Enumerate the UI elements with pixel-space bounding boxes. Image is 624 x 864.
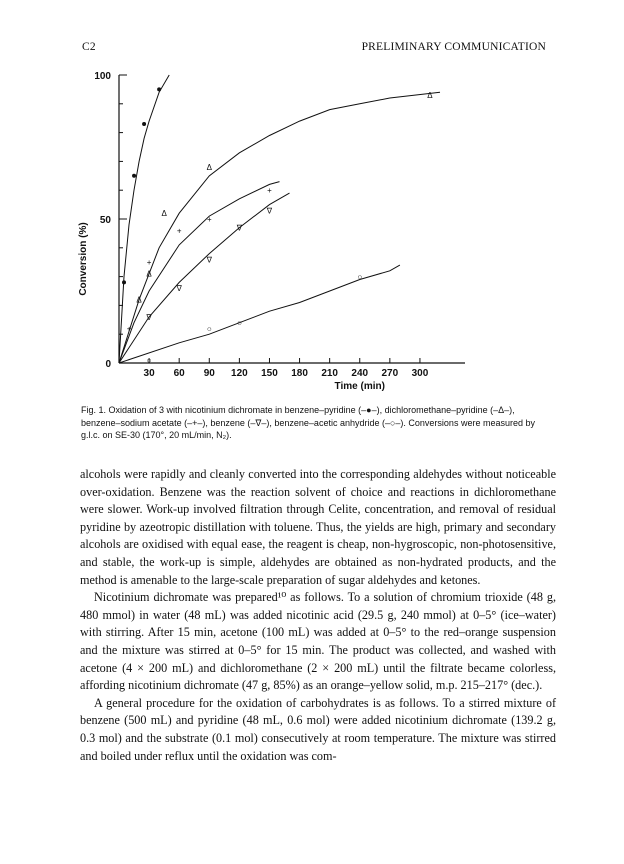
x-tick-label: 210 bbox=[321, 368, 338, 379]
data-point: ∇ bbox=[206, 255, 212, 265]
chart-curves bbox=[119, 75, 440, 366]
x-tick-label: 90 bbox=[203, 368, 215, 379]
x-tick-label: 150 bbox=[261, 368, 278, 379]
data-point: ○ bbox=[357, 272, 363, 282]
x-tick-label: 120 bbox=[231, 368, 248, 379]
data-point: ○ bbox=[236, 318, 242, 328]
data-point bbox=[142, 122, 146, 126]
data-point: + bbox=[126, 324, 132, 334]
data-point: + bbox=[146, 258, 152, 268]
data-point bbox=[132, 174, 136, 178]
x-tick-label: 270 bbox=[381, 368, 399, 379]
running-header-title: PRELIMINARY COMMUNICATION bbox=[361, 41, 546, 53]
y-tick-label: 100 bbox=[94, 71, 111, 82]
data-point: ∇ bbox=[266, 206, 273, 216]
data-point: Δ bbox=[161, 209, 167, 219]
data-point: ○ bbox=[206, 324, 212, 334]
data-point: ○ bbox=[146, 356, 152, 366]
series-curve-2 bbox=[119, 92, 440, 366]
series-curve-3 bbox=[119, 182, 280, 366]
figure-caption: Fig. 1. Oxidation of 3 with nicotinium dichromate in benzene–pyridine (–●–), dichloromethane–pyridine (–Δ–), benzene–sodium acetate (–+–), benzene (–∇–), benzene–acetic anhydride (–○–). Conversions were measured by g.l.c. on SE-30 (170°, 20 mL/min, N₂). bbox=[81, 405, 535, 441]
data-point: ∇ bbox=[146, 312, 152, 322]
body-text bbox=[80, 466, 556, 765]
data-point: Δ bbox=[427, 91, 433, 101]
data-point: ∇ bbox=[176, 284, 182, 294]
running-header-page-number: C2 bbox=[82, 41, 96, 53]
y-axis-label: Conversion (%) bbox=[78, 222, 89, 296]
x-tick-label: 30 bbox=[143, 368, 155, 379]
conversion-chart bbox=[60, 60, 560, 400]
data-point: Δ bbox=[146, 269, 152, 279]
series-curve-4 bbox=[119, 193, 290, 366]
x-tick-label: 180 bbox=[291, 368, 308, 379]
y-tick-label: 50 bbox=[99, 215, 111, 226]
paragraph-1: alcohols were rapidly and cleanly converted into the corresponding aldehydes without noticeable over-oxidation. Benzene was the reaction solvent of choice and reactions in dichloromethane were slower. Work-up involved filtration through Celite, concentration, and removal of residual pyridine by azeotropic distillation with toluene. Thus, the yields are high, primary and secondary alcohols are oxidised with equal ease, the reagent is cheap, non-hygroscopic, non-photosensitive, and stable, the work-up is simple, aldehydes are obtained as non-hydrated products, and the method is amenable to the large-scale preparation of sugar aldehydes and ketones. bbox=[80, 467, 556, 587]
x-tick-label: 240 bbox=[351, 368, 369, 379]
x-tick-label: 300 bbox=[411, 368, 429, 379]
data-point: + bbox=[267, 186, 272, 196]
data-point: Δ bbox=[136, 295, 142, 305]
x-tick-label: 60 bbox=[173, 368, 185, 379]
y-tick-label: 0 bbox=[105, 359, 111, 370]
chart-markers bbox=[122, 87, 433, 365]
data-point: + bbox=[206, 215, 212, 224]
data-point: Δ bbox=[206, 163, 212, 173]
data-point bbox=[122, 280, 126, 284]
data-point: ∇ bbox=[236, 223, 243, 233]
x-axis-label: Time (min) bbox=[334, 381, 385, 392]
paragraph-3: A general procedure for the oxidation of carbohydrates is as follows. To a stirred mixture of benzene (500 mL) and pyridine (48 mL, 0.6 mol) were added nicotinium dichromate (139.2 g, 0.3 mol) and the substrate (0.1 mol) consecutively at room temperature. The mixture was stirred and boiled under reflux until the oxidation was com- bbox=[80, 695, 556, 763]
data-point: + bbox=[176, 226, 182, 236]
chart-ticks bbox=[94, 71, 428, 379]
data-point bbox=[157, 87, 161, 91]
chart-axes bbox=[119, 75, 465, 366]
paragraph-2: Nicotinium dichromate was prepared¹⁰ as follows. To a solution of chromium trioxide (48 g, 480 mmol) in water (48 mL) was added nicotinic acid (29.5 g, 240 mmol) at 0–5° (ice–water) with stirring. After 15 min, acetone (100 mL) was added at 0–5° to the red–orange suspension and the mixture was stirred at 0–5° for 15 min. The product was collected, and washed with acetone (4 × 200 mL) and dichloromethane (2 × 200 mL) until the filtrate became colorless, affording nicotinium dichromate (47 g, 85%) as an orange–yellow solid, m.p. 215–217° (dec.). bbox=[80, 590, 556, 693]
